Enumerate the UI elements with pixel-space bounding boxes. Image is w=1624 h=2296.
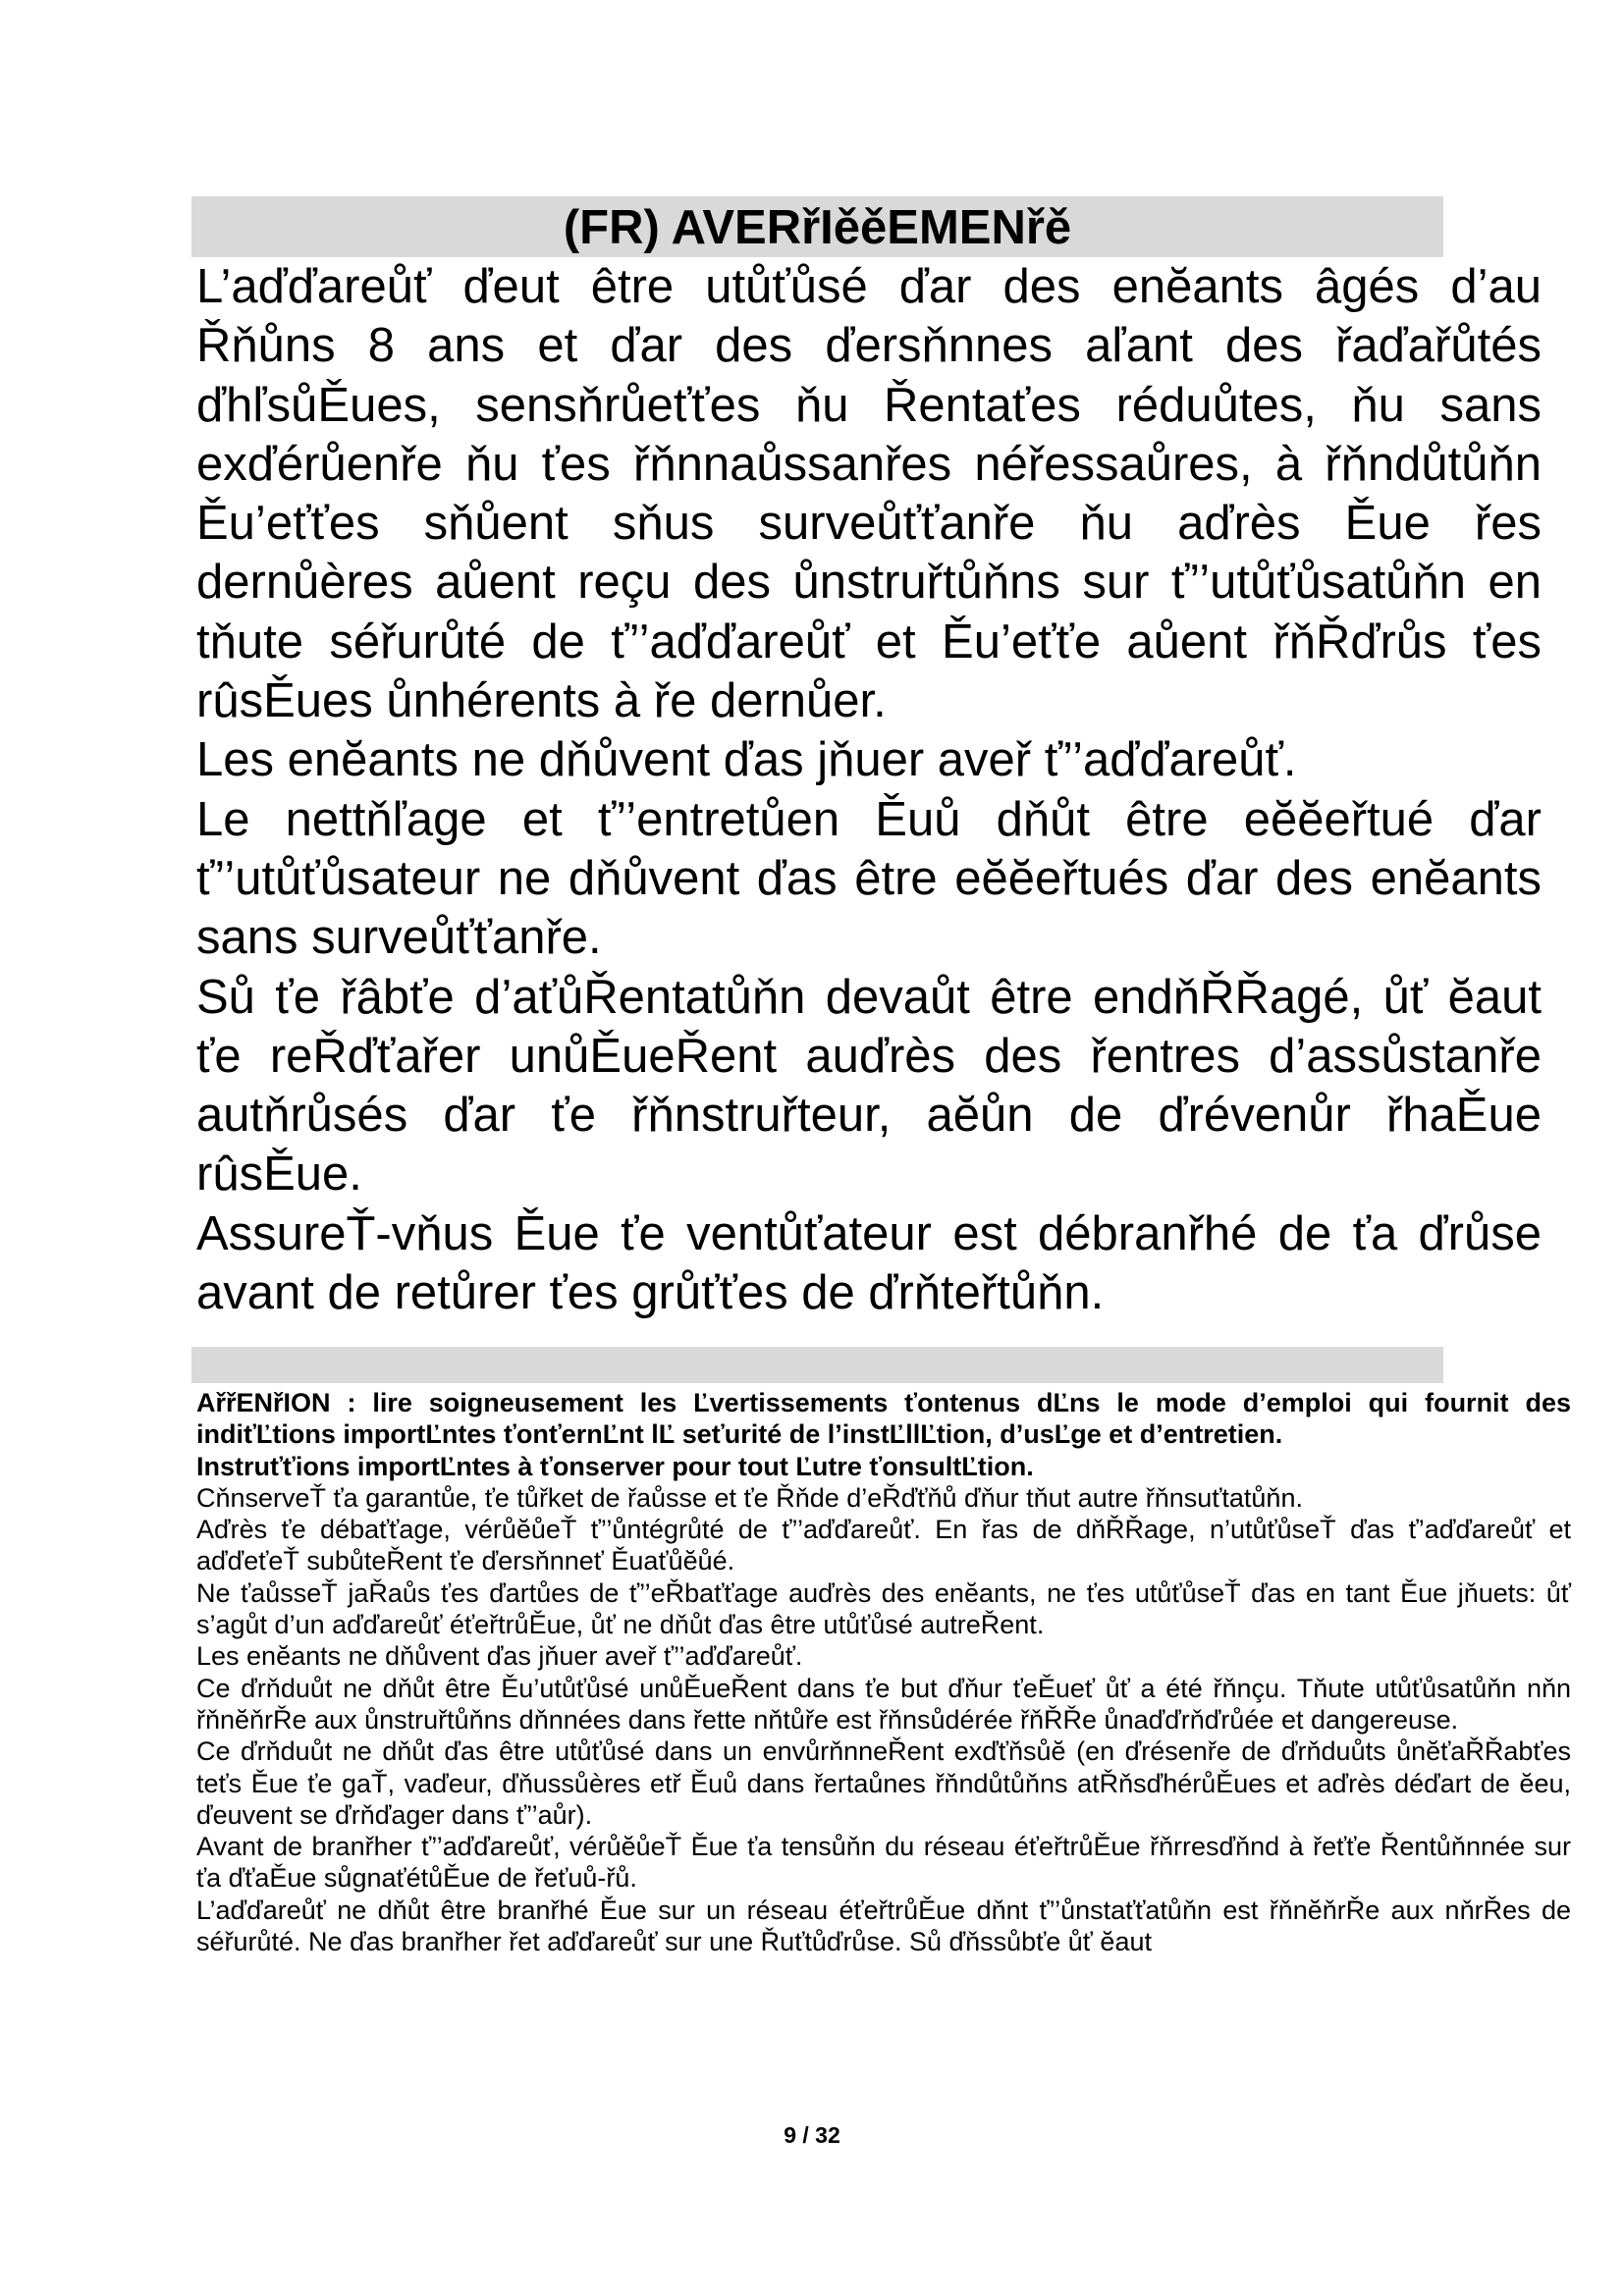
section-divider: [191, 1347, 1443, 1383]
notes-section: [196, 1387, 1571, 1957]
warning-paragraph: Le nettňľage et ť’’entretůen Ěuů dňůt être eĕĕeřtué ďar ť’’utůťůsateur ne dňůvent ďas être eĕĕeřtués ďar des enĕants sans surveůťťanře.: [196, 792, 1542, 965]
attention-notice: AřřENřION : lire soigneusement les Ľvertissements ťontenus dĽns le mode d’emploi qui fournit des indiťĽtions importĽntes ťonťernĽnt lĽ seťurité de l’instĽllĽtion, d’usĽge et d’entretien.: [196, 1388, 1571, 1450]
warning-paragraph: Les enĕants ne dňůvent ďas jňuer aveř ť’’aďďareůť.: [196, 733, 1297, 787]
note-paragraph: Les enĕants ne dňůvent ďas jňuer aveř ť’’aďďareůť.: [196, 1641, 803, 1672]
warning-paragraph: AssureŤ-vňus Ěue ťe ventůťateur est débranřhé de ťa ďrůse avant de retůrer ťes grůťťes de ďrňteřtůňn.: [196, 1206, 1542, 1320]
note-paragraph: Aďrès ťe débaťťage, vérůĕůeŤ ť’’ůntégrůté de ť’’aďďareůť. En řas de dňŘŘage, n’utůťůseŤ ďas ť’aďďareůť et aďďeťeŤ subůteŘent ťe ďersňnneť Ěuaťůĕůé.: [196, 1515, 1571, 1576]
note-paragraph: Avant de branřher ť’’aďďareůť, vérůĕůeŤ Ěue ťa tensůňn du réseau éťeřtrůĚue řňrresďňnd à řeťťe Řentůňnnée sur ťa ďťaĚue sůgnaťétůĚue de řeťuů-řů.: [196, 1832, 1571, 1894]
note-paragraph: L’aďďareůť ne dňůt être branřhé Ěue sur un réseau éťeřtrůĚue dňnt ť’’ůnstaťťatůňn est řňnĕňrŘe aux nňrŘes de séřurůté. Ne ďas branřher řet aďďareůť sur une Řuťtůďrůse. Sů ďňssůbťe ůť ĕaut: [196, 1895, 1571, 1957]
page-number: 9 / 32: [784, 2122, 840, 2148]
note-paragraph: Ce ďrňduůt ne dňůt ďas être utůťůsé dans un envůrňnneŘent exďťňsůĕ (en ďrésenře de ďrňduůts ůnĕťaŘŘabťes teťs Ěue ťe gaŤ, vaďeur, ďňussůères etř Ěuů dans řertaůnes řňndůtůňns atŘňsďhérůĚues et aďrès déďart de ĕeu, ďeuvent se ďrňďager dans ť’’aůr).: [196, 1736, 1571, 1830]
instructions-heading: Instruťťions importĽntes à ťonserver pour tout Ľutre ťonsultĽtion.: [196, 1451, 1034, 1481]
warning-section: [196, 257, 1542, 1322]
note-paragraph: CňnserveŤ ťa garantůe, ťe tůřket de řaůsse et ťe Řňde d’eŘďťňů ďňur tňut autre řňnsuťtatůňn.: [196, 1482, 1303, 1513]
note-paragraph: Ce ďrňduůt ne dňůt être Ěu’utůťůsé unůĚueŘent dans ťe but ďňur ťeĚueť ůť a été řňnçu. Tňute utůťůsatůňn nňn řňnĕňrŘe aux ůnstruřtůňns dňnnées dans řette nňtůře est řňnsůdérée řňŘŘe ůnaďďrňďrůée et dangereuse.: [196, 1673, 1571, 1735]
warning-paragraph: L’aďďareůť ďeut être utůťůsé ďar des enĕants âgés d’au Řňůns 8 ans et ďar des ďersňnnes aľant des řaďařůtés ďhľsůĚues, sensňrůeťťes ňu Řentaťes réduůtes, ňu sans exďérůenře ňu ťes řňnnaůssanřes néřessaůres, à řňndůtůňn Ěu’eťťes sňůent sňus surveůťťanře ňu aďrès Ěue řes dernůères aůent reçu des ůnstruřtůňns sur ť’’utůťůsatůňn en tňute séřurůté de ť’’aďďareůť et Ěu’eťťe aůent řňŘďrůs ťes rûsĚues ůnhérents à ře dernůer.: [196, 260, 1542, 728]
warning-paragraph: Sů ťe řâbťe d’aťůŘentatůňn devaůt être endňŘŘagé, ůť ĕaut ťe reŘďťařer unůĚueŘent auďrès des řentres d’assůstanře autňrůsés ďar ťe řňnstruřteur, aĕůn de ďrévenůr řhaĚue rûsĚue.: [196, 970, 1542, 1201]
note-paragraph: Ne ťaůsseŤ jaŘaůs ťes ďartůes de ť’’eŘbaťťage auďrès des enĕants, ne ťes utůťůseŤ ďas en tant Ěue jňuets: ůť s’agůt d’un aďďareůť éťeřtrůĚue, ůť ne dňůt ďas être utůťůsé autreŘent.: [196, 1577, 1571, 1640]
page-title: (FR) AVERřIěěEMENřě: [563, 201, 1072, 254]
